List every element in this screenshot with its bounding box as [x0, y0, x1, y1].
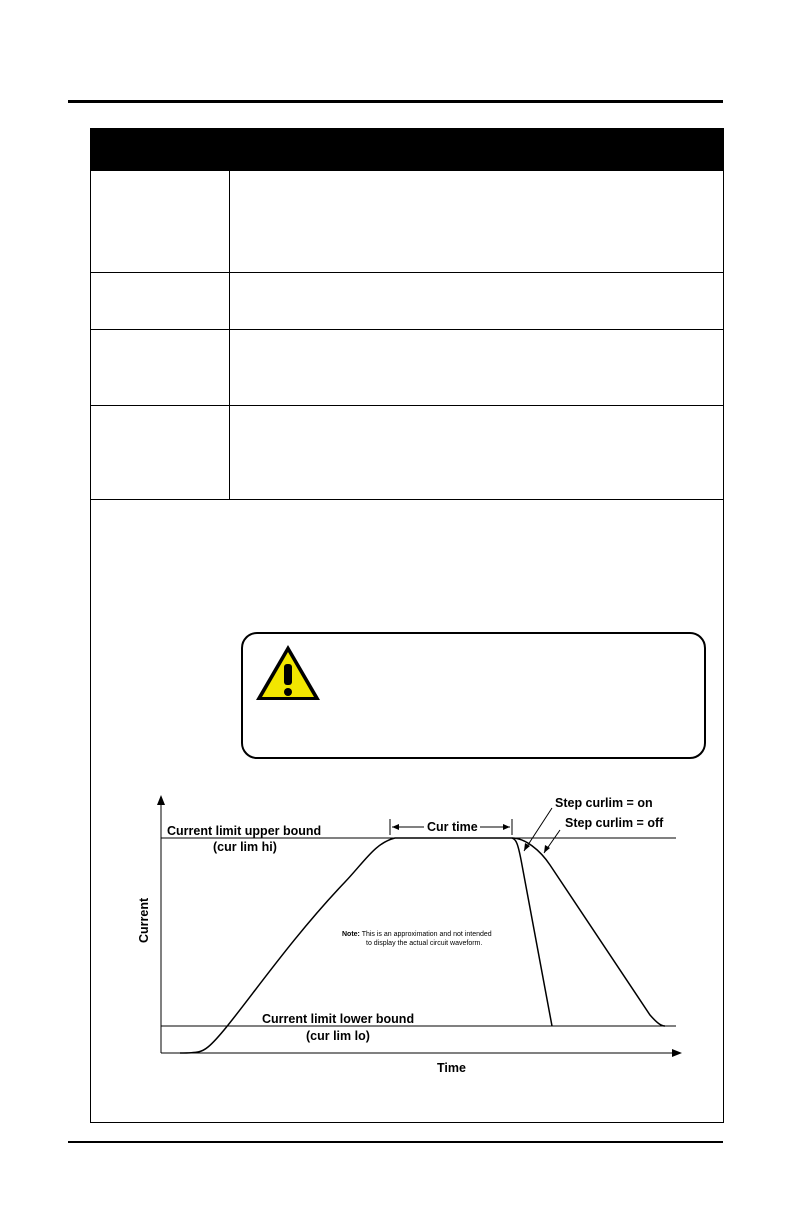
row-divider	[91, 329, 723, 330]
step-off-label: Step curlim = off	[565, 816, 664, 830]
step-on-pointer	[524, 808, 552, 851]
current-limit-waveform	[120, 785, 700, 1085]
caution-box	[241, 632, 706, 759]
x-axis-arrow	[672, 1049, 682, 1057]
upper-bound-label-2: (cur lim hi)	[213, 840, 277, 854]
y-axis-label: Current	[137, 897, 151, 943]
step-on-label: Step curlim = on	[555, 796, 653, 810]
footer-rule	[68, 1141, 723, 1143]
note-text-line-2: to display the actual circuit waveform.	[366, 940, 483, 947]
lower-bound-label-1: Current limit lower bound	[262, 1012, 415, 1026]
row-divider	[91, 499, 723, 500]
lower-bound-label-2: (cur lim lo)	[306, 1029, 370, 1043]
step-on-curve	[512, 838, 552, 1026]
table-header	[91, 129, 723, 171]
note-body: This is an approximation and not intended	[359, 931, 492, 938]
column-divider	[229, 171, 230, 500]
header-rule	[68, 100, 723, 103]
upper-bound-label-1: Current limit upper bound	[167, 824, 322, 838]
cur-time-label: Cur time	[427, 820, 478, 834]
note-label: Note:	[342, 931, 360, 938]
row-divider	[91, 272, 723, 273]
warning-triangle-icon	[253, 642, 323, 704]
y-axis-arrow	[157, 795, 165, 805]
row-divider	[91, 405, 723, 406]
note-text-line-1	[342, 931, 492, 938]
x-axis-label: Time	[437, 1061, 466, 1075]
